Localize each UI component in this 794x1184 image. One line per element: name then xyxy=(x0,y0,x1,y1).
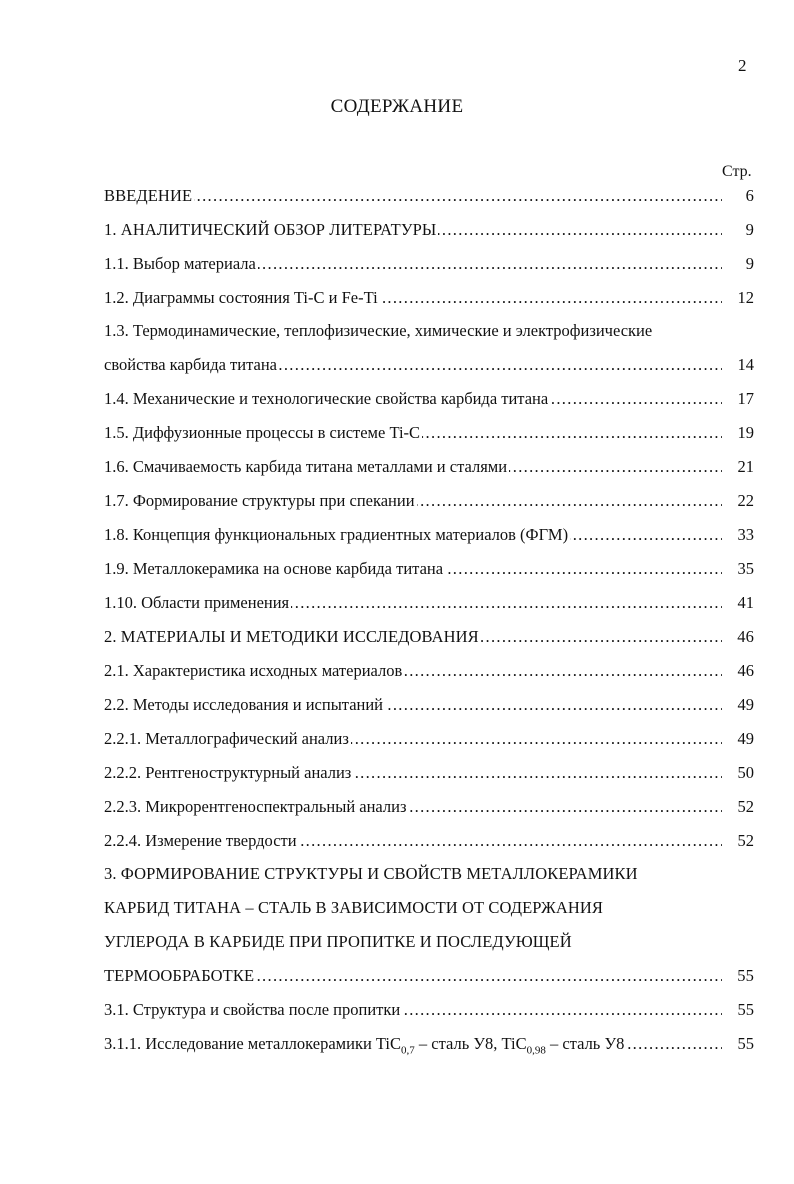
toc-entry-text: 2.2.1. Металлографический анализ xyxy=(104,729,349,748)
toc-entry-1-5 xyxy=(104,418,754,448)
toc-entry-text: 1.9. Металлокерамика на основе карбида титана xyxy=(104,559,444,578)
toc-entry-page: 6 xyxy=(745,186,754,205)
toc-entry-chapter-3-line2: КАРБИД ТИТАНА – СТАЛЬ В ЗАВИСИМОСТИ ОТ СОДЕРЖАНИЯ xyxy=(104,898,603,917)
toc-entry-page: 49 xyxy=(737,729,754,748)
toc-entry-page: 35 xyxy=(737,559,754,578)
toc-entry-text: 1.4. Механические и технологические свойства карбида титана xyxy=(104,389,549,408)
toc-entry-page: 52 xyxy=(737,831,754,850)
toc-entry-page: 22 xyxy=(737,491,754,510)
subscript: 0,98 xyxy=(526,1044,546,1057)
toc-entry-3-1-1 xyxy=(104,1029,754,1059)
toc-entry-page: 49 xyxy=(737,695,754,714)
toc-entry-1-1 xyxy=(104,249,754,279)
toc-entry-introduction xyxy=(104,181,754,211)
toc-entry-text: 1. АНАЛИТИЧЕСКИЙ ОБЗОР ЛИТЕРАТУРЫ xyxy=(104,220,437,239)
toc-entry-1-6 xyxy=(104,452,754,482)
toc-entry-text: 1.10. Области применения xyxy=(104,593,290,612)
toc-entry-chapter-1 xyxy=(104,215,754,245)
toc-entry-text: 1.8. Концепция функциональных градиентных материалов (ФГМ) xyxy=(104,525,569,544)
toc-entry-chapter-2 xyxy=(104,622,754,652)
pages-column-header: Стр. xyxy=(722,163,752,180)
toc-entry-page: 21 xyxy=(737,457,754,476)
toc-entry-text: 3.1. Структура и свойства после пропитки xyxy=(104,1000,401,1019)
toc-entry-page: 9 xyxy=(745,254,754,273)
toc-entry-text: 2.2. Методы исследования и испытаний xyxy=(104,695,384,714)
toc-entry-1-3 xyxy=(104,350,754,380)
toc-entry-1-10 xyxy=(104,588,754,618)
toc-entry-page: 33 xyxy=(737,525,754,544)
toc-entry-text: ВВЕДЕНИЕ xyxy=(104,186,193,205)
toc-entry-text: 2.2.3. Микрорентгеноспектральный анализ xyxy=(104,797,407,816)
toc-entry-chapter-3-line1: 3. ФОРМИРОВАНИЕ СТРУКТУРЫ И СВОЙСТВ МЕТАЛЛОКЕРАМИКИ xyxy=(104,864,638,883)
toc-entry-2-2-2 xyxy=(104,758,754,788)
toc-entry-text: 1.7. Формирование структуры при спекании xyxy=(104,491,415,510)
toc-entry-page: 19 xyxy=(737,423,754,442)
toc-entry-text: 2.2.4. Измерение твердости xyxy=(104,831,297,850)
toc-entry-text: 2.2.2. Рентгеноструктурный анализ xyxy=(104,763,352,782)
toc-entry-1-4 xyxy=(104,384,754,414)
toc-entry-text: 3.1.1. Исследование металлокерамики TiC$_{0,7}$ – сталь У8, TiC$_{0,98}$ – сталь У8 xyxy=(104,1034,625,1057)
toc-entry-2-2-3 xyxy=(104,792,754,822)
toc-entry-page: 9 xyxy=(745,220,754,239)
toc-entry-page: 41 xyxy=(737,593,754,612)
toc-entry-page: 55 xyxy=(737,1000,754,1019)
toc-entry-1-7 xyxy=(104,486,754,516)
toc-entry-2-2-1 xyxy=(104,724,754,754)
toc-entry-2-2 xyxy=(104,690,754,720)
toc-entry-page: 17 xyxy=(737,389,754,408)
toc-entry-3-1 xyxy=(104,995,754,1025)
toc-entry-page: 14 xyxy=(737,355,754,374)
toc-entry-page: 55 xyxy=(737,1034,754,1053)
toc-entry-1-8 xyxy=(104,520,754,550)
toc-entry-text: ТЕРМООБРАБОТКЕ xyxy=(104,966,255,985)
toc-entry-text: 1.2. Диаграммы состояния Ti-C и Fe-Ti xyxy=(104,288,378,307)
page-number: 2 xyxy=(738,56,747,75)
toc-entry-page: 50 xyxy=(737,763,754,782)
toc-entry-2-2-4 xyxy=(104,826,754,856)
toc-entry-text: 1.6. Смачиваемость карбида титана металлами и сталями xyxy=(104,457,508,476)
toc-entry-chapter-3-line3: УГЛЕРОДА В КАРБИДЕ ПРИ ПРОПИТКЕ И ПОСЛЕДУЮЩЕЙ xyxy=(104,932,572,951)
toc-entry-chapter-3 xyxy=(104,961,754,991)
toc-entry-2-1 xyxy=(104,656,754,686)
toc-entry-1-9 xyxy=(104,554,754,584)
toc-entry-1-2 xyxy=(104,283,754,313)
toc-title: СОДЕРЖАНИЕ xyxy=(330,96,464,117)
toc-entry-1-3-line1: 1.3. Термодинамические, теплофизические, химические и электрофизические xyxy=(104,321,653,340)
toc-entry-text: свойства карбида титана xyxy=(104,355,277,374)
toc-entry-text: 2.1. Характеристика исходных материалов xyxy=(104,661,403,680)
toc-entry-text: 1.5. Диффузионные процессы в системе Ti-C xyxy=(104,423,421,442)
toc-entry-page: 55 xyxy=(737,966,754,985)
toc-entry-page: 52 xyxy=(737,797,754,816)
toc-entry-page: 12 xyxy=(737,288,754,307)
subscript: 0,7 xyxy=(401,1044,415,1057)
toc-entry-page: 46 xyxy=(737,661,754,680)
toc-entry-text: 1.1. Выбор материала xyxy=(104,254,256,273)
toc-entry-page: 46 xyxy=(737,627,754,646)
toc-entry-text: 2. МАТЕРИАЛЫ И МЕТОДИКИ ИССЛЕДОВАНИЯ xyxy=(104,627,479,646)
